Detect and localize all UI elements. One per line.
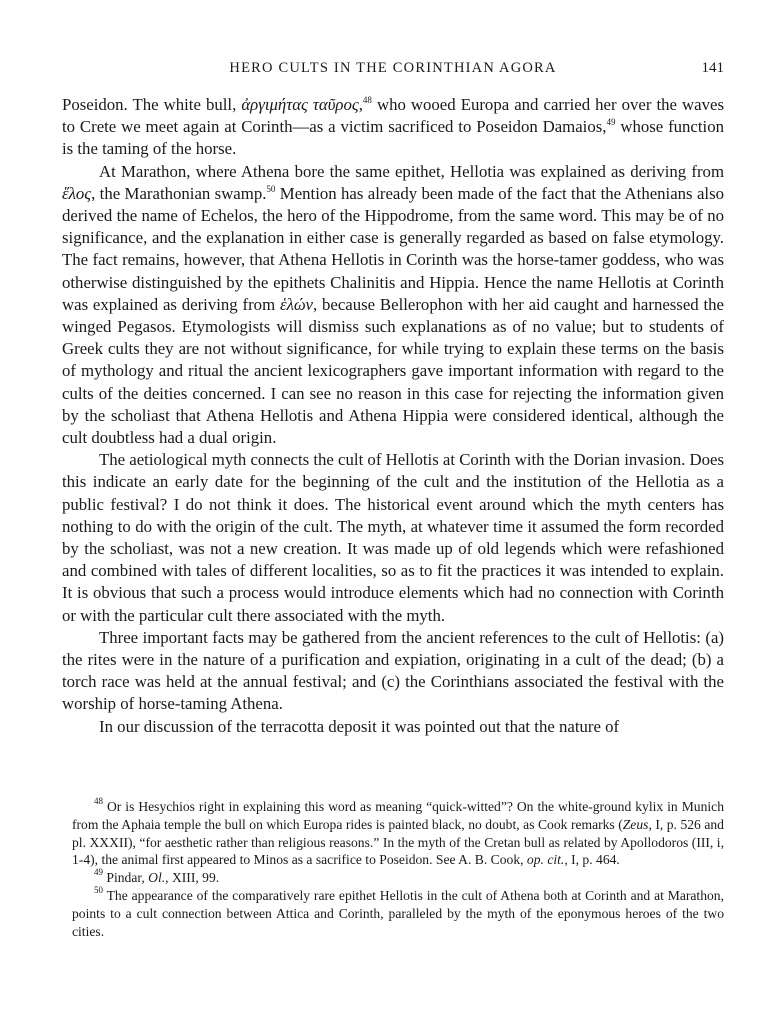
paragraph-5: In our discussion of the terracotta deposit it was pointed out that the nature of <box>99 716 620 736</box>
footnote-number: 49 <box>94 867 103 878</box>
paragraph-3: The aetiological myth connects the cult of Hellotis at Corinth with the Dorian invasion. Does this indicate an early date for the beginning of the cult and the institution of the Hellotia as a public festival? I do not think it does. The historical event around which the myth centers has nothing to do with the origin of the cult. The myth, at whatever time it assumed the form recorded by the scholiast, was not a new creation. It was made up of old legends which were refashioned and combined with tales of different localities, so as to fit the practices it was intended to explain. It is obvious that such a process would introduce elements which had no connection with Corinth or with the particular cult there associated with the myth. <box>62 450 724 625</box>
page-number: 141 <box>701 60 724 76</box>
body-text <box>62 94 724 738</box>
running-title: HERO CULTS IN THE CORINTHIAN AGORA <box>229 60 557 76</box>
paragraph-4: Three important facts may be gathered from the ancient references to the cult of Hellotis: (a) the rites were in the nature of a purification and expiation, originating in a cult of the dead; (b) a torch race was held at the annual festival; and (c) the Corinthians associated the festival with the worship of horse-taming Athena. <box>62 627 724 714</box>
running-head <box>62 60 724 82</box>
footnote-ref-49[interactable]: 49 <box>606 117 616 128</box>
footnote-ref-48[interactable]: 48 <box>362 95 372 105</box>
footnote-49: $^{49}$ Pindar, Ol., XIII, 99. <box>94 867 220 886</box>
paragraph-1: Poseidon. The white bull, ἀργιμήτας ταῦρος,$^{48}$ who wooed Europa and carried her over the waves to Crete we meet again at Corinth—as a victim sacrificed to Poseidon Damaios,$^{49}$ whose function is the taming of the horse. <box>62 95 724 159</box>
footnote-48: $^{48}$ Or is Hesychios right in explaining this word as meaning “quick-witted”? On the white-ground kylix in Munich from the Aphaia temple the bull on which Europa rides is painted black, no doubt, as Cook remarks (Zeus, I, p. 526 and pl. XXXII), “for aesthetic rather than religious reasons.” In the myth of the Cretan bull as related by Apollodoros (III, i, 1-4), the animal first appeared to Minos as a sacrifice to Poseidon. See A. B. Cook, op. cit., I, p. 464. <box>72 796 724 868</box>
footnote-number: 50 <box>94 884 103 895</box>
greek-phrase: ἀργιμήτας ταῦρος <box>241 95 359 114</box>
greek-word: ἑλών <box>279 294 313 314</box>
paragraph-2: At Marathon, where Athena bore the same epithet, Hellotia was explained as deriving from ἕλος, the Marathonian swamp.$^{50}$ Mention has already been made of the fact that the Athenians also derived the name of Echelos, the hero of the Hippodrome, from the same word. This may be of no significance, and the explanation in either case is generally regarded as based on false etymology. The fact remains, however, that Athena Hellotis in Corinth was the horse-tamer goddess, who was otherwise distinguished by the epithets Chalinitis and Hippia. Hence the name Hellotis at Corinth was explained as deriving from ἑλών, because Bellerophon with her aid caught and harnessed the winged Pegasos. Etymologists will dismiss such explanations as of no value; but to students of Greek cults they are not without significance, for while trying to explain these terms on the basis of mythology and ritual the ancient lexicographers gave important information with regard to the cults of the deities concerned. I can see no reason in this case for rejecting the information given by the scholiast that Athena Hellotis and Athena Hippia were considered identical, although the cult doubtless had a dual origin. <box>62 161 724 448</box>
footnote-ref-50[interactable]: 50 <box>266 183 276 194</box>
greek-word: ἕλος <box>62 183 92 203</box>
footnote-50: $^{50}$ The appearance of the comparatively rare epithet Hellotis in the cult of Athena both at Corinth and at Marathon, points to a cult connection between Attica and Corinth, paralleled by the myth of the eponymous heroes of the two cities. <box>72 884 724 939</box>
footnotes <box>72 798 724 940</box>
footnote-number: 48 <box>94 796 103 806</box>
